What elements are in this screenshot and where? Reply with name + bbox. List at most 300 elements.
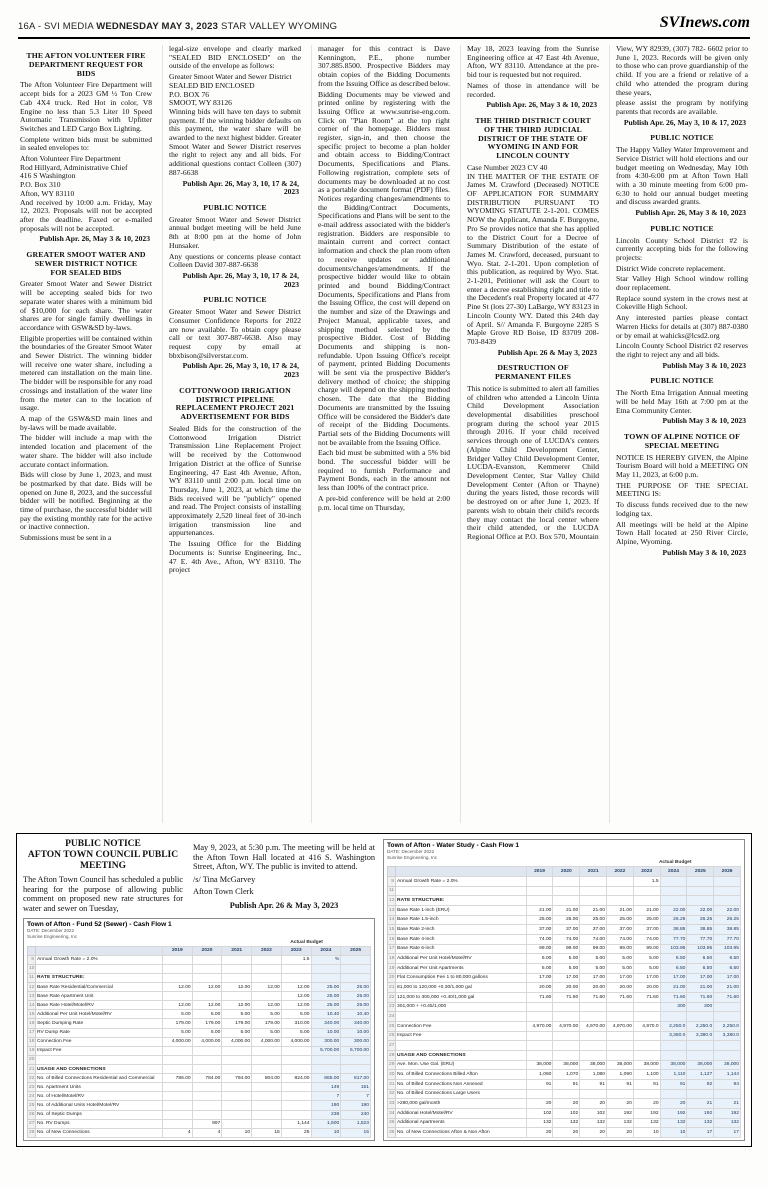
notice-text: Winning bids will have ten days to submit payment. If the winning bidder defaults on this payment, the water share will be awarded to the next highest bidder. Greater Smoot Water and Sewer District reserves the right to reject any and all bids. For additional questions contact Colleen (307) 887-6638 bbox=[169, 106, 301, 177]
sheet-value-cell: 192 bbox=[660, 1108, 687, 1118]
sheet-value-cell: 132 bbox=[660, 1118, 687, 1128]
sheet-row-label bbox=[36, 964, 163, 973]
sheet-value-cell: 5.00 bbox=[252, 1010, 282, 1019]
sheet-value-cell bbox=[192, 1092, 222, 1101]
sheet-value-cell bbox=[222, 1055, 252, 1064]
sheet-value-cell: 12.00 bbox=[222, 1001, 252, 1010]
sheet-value-cell: 25.00 bbox=[311, 992, 341, 1001]
sheet-row-number: 22 bbox=[388, 992, 396, 1002]
notice-text: Lincoln County School District #2 is currently accepting bids for the following projects: bbox=[616, 235, 748, 262]
notice-text: Afton Volunteer Fire Department bbox=[20, 154, 121, 164]
sheet-value-cell bbox=[714, 876, 741, 886]
sheet-year-header: 2024 bbox=[311, 946, 341, 955]
sheet-value-cell: 12.00 bbox=[281, 1001, 311, 1010]
sheet-value-cell: 7 bbox=[311, 1092, 341, 1101]
sheet-year-header: 2022 bbox=[252, 946, 282, 955]
sheet-value-cell: 103.95 bbox=[660, 944, 687, 954]
sheet-year-header: 2023 bbox=[633, 867, 660, 877]
notice-title: PUBLIC NOTICE bbox=[650, 376, 714, 386]
sheet-value-cell bbox=[192, 973, 222, 982]
sheet-year-header: 2019 bbox=[162, 946, 192, 955]
sheet-value-cell: 38,000 bbox=[607, 1060, 634, 1070]
sheet-value-cell: 340.00 bbox=[311, 1019, 341, 1028]
notice-title: PUBLIC NOTICE bbox=[203, 295, 267, 305]
sheet-value-cell: 94 bbox=[714, 1079, 741, 1089]
notice-title: PUBLIC NOTICE bbox=[650, 223, 714, 233]
notice-title: DESTRUCTION OF PERMANENT FILES bbox=[494, 363, 572, 382]
sheet-row-number: 24 bbox=[388, 1012, 396, 1022]
news-column bbox=[311, 45, 452, 823]
sheet-row-label: Impact Fee bbox=[36, 1046, 163, 1055]
publish-line: Publish Apr. 26, May 3, 10 & 17, 2023 bbox=[623, 117, 746, 127]
sheet-value-cell: 74.00 bbox=[607, 934, 634, 944]
sheet-year-header: 2020 bbox=[192, 946, 222, 955]
sheet-value-cell: 300.00 bbox=[341, 1037, 371, 1046]
sheet-row-number: 29 bbox=[388, 1060, 396, 1070]
publish-line: Publish May 3 & 10, 2023 bbox=[662, 416, 746, 426]
notice-text: Lincoln County School District #2 reserves the right to reject any and all bids. bbox=[616, 341, 748, 359]
sheet-value-cell: 132 bbox=[580, 1118, 607, 1128]
notice-text: Rod Hillyard, Administrative Chief bbox=[20, 162, 128, 172]
sheet-value-cell bbox=[222, 1092, 252, 1101]
notice-text: SMOOT, WY 83126 bbox=[169, 98, 232, 108]
notice-text: P.O. Box 310 bbox=[20, 180, 61, 190]
sheet-value-cell: 179.00 bbox=[222, 1019, 252, 1028]
sheet-value-cell: 74.00 bbox=[526, 934, 553, 944]
notice-text: A pre-bid conference will be held at 2:00 p.m. local time on Thursday, bbox=[318, 493, 450, 512]
sheet-value-cell bbox=[162, 1083, 192, 1092]
sheet-actual-label: Actual Budget bbox=[290, 939, 323, 945]
sheet-row-label bbox=[396, 1012, 527, 1022]
sheet-value-cell: 12.00 bbox=[162, 1001, 192, 1010]
sheet-value-cell bbox=[281, 973, 311, 982]
sheet-row-label: Additional Hotel/Motel/RV bbox=[396, 1108, 527, 1118]
sheet-value-cell: 20 bbox=[607, 1128, 634, 1138]
sheet-value-cell: 26.25 bbox=[660, 915, 687, 925]
sheet-value-cell bbox=[252, 955, 282, 964]
sheet-value-cell: 38,000 bbox=[633, 1060, 660, 1070]
sheet-value-cell: 1,070 bbox=[553, 1070, 580, 1080]
sheet-value-cell: 6.50 bbox=[660, 963, 687, 973]
notice-paragraph: The Afton Town Council has scheduled a public hearing for the purpose of allowing public comment on proposed new rate structures for water and sewer on Tuesday, bbox=[23, 875, 183, 913]
sheet-row-number: 21 bbox=[28, 1064, 36, 1073]
sheet-value-cell: 91 bbox=[633, 1079, 660, 1089]
sheet-year-header: 2021 bbox=[222, 946, 252, 955]
notice-block bbox=[616, 225, 748, 371]
sheet-value-cell: 12.00 bbox=[222, 983, 252, 992]
notice-text: A map of the GSW&SD main lines and by-laws will be made available. bbox=[20, 413, 152, 432]
sheet-row-label: No. of Hotel/Motel/RV bbox=[36, 1092, 163, 1101]
notice-text: IN THE MATTER OF THE ESTATE OF James M. Crawford (Deceased) NOTICE OF APPLICATION FOR SUMMARY DISTRIBUTION PURSUANT TO WYOMING STATUTE 2-1-201. COMES NOW the Applicant, Amanda F. Burgoyne, Pro Se provides notice that she has applied to the District Court for a Decree of Summary Distribution of the estate of James M. Crawford, deceased, pursuant to Wyo. Stat. 2-1-201. Upon completion of this publication, as required by Wyo. Stat. 2-1-201, Petitioner will ask the Court to enter a decree establishing right and title to the Decedent's real Property located at 477 Pine St (lots 27-30) LaBarge, WY 83123 in Lincoln County WY. Dated this 24th day of April. S// Amanda F. Burgoyne 2285 S Maple Grove RD Boise, ID 83709 208-703-8439 bbox=[467, 171, 599, 346]
sheet-value-cell: 20 bbox=[553, 1128, 580, 1138]
sheet-value-cell bbox=[252, 1046, 282, 1055]
sheet-value-cell: 1,500 bbox=[311, 1119, 341, 1128]
sheet-value-cell: 10.40 bbox=[311, 1010, 341, 1019]
sheet-row-label: Base Rate Apartment Unit bbox=[36, 992, 163, 1001]
sheet-value-cell bbox=[192, 1110, 222, 1119]
notice-text: Bidding Documents may be viewed and printed online by registering with the Issuing Office at www.sunrise-eng.com. Click on "Plan Room" at the top right corner of the homepage. Bidders must register, sign-in, and then choose the specific project to become a plan holder and obtain access to Bidding/Contract Documents, Specifications and Plans. Following registration, complete sets of documents may be downloaded at no cost as a portable document format (PDF) files. Notices regarding changes/amendments to the Bidding/Contract Documents, Specifications and Plans will be sent to the e-mail address associated with the bidder's registration. Bidders are responsible to maintain current and correct contact information and check the plan room often to receive updates or additional documents/changes/amendments. If the prospective bidder would like to obtain printed and bound Bidding/Contract Documents, Specifications and Plans from the Issuing Office, the cost will depend on the number and size of the Drawings and Project Manual, applicable taxes, and shipping method selected by the prospective Bidder. Cost of Bidding Documents and shipping is non-refundable. Upon Issuing Office's receipt of payment, printed Bidding Documents will be sent via the prospective Bidder's delivery method of choice; the shipping charge will depend on the shipping method chosen. The date that the Bidding Documents are transmitted by the Issuing Office will be considered the Bidder's date of receipt of the Bidding Documents. Partial sets of the Bidding Documents will not be available from the Issuing Office. bbox=[318, 89, 450, 447]
sheet-value-cell bbox=[633, 1002, 660, 1012]
sheet-value-cell: 38.85 bbox=[660, 925, 687, 935]
sheet-year-header: 2023 bbox=[281, 946, 311, 955]
sheet-value-cell: 192 bbox=[687, 1108, 714, 1118]
sheet-row-label: RATE STRUCTURE: bbox=[396, 896, 527, 906]
sheet-row-number: 13 bbox=[388, 905, 396, 915]
sheet-value-cell: 10 bbox=[311, 1128, 341, 1137]
sheet-value-cell: 38,000 bbox=[553, 1060, 580, 1070]
sheet-value-cell: 99.00 bbox=[580, 944, 607, 954]
sheet-value-cell: 5,700.00 bbox=[341, 1046, 371, 1055]
sheet-value-cell: 4,000.00 bbox=[162, 1037, 192, 1046]
sheet-value-cell: 4 bbox=[162, 1128, 192, 1137]
sheet-date: DATE: December 2022 bbox=[27, 928, 75, 934]
sheet-value-cell bbox=[660, 886, 687, 896]
sheet-value-cell bbox=[192, 1083, 222, 1092]
sheet-value-cell: 192 bbox=[633, 1108, 660, 1118]
sheet-value-cell: 132 bbox=[553, 1118, 580, 1128]
masthead-location: STAR VALLEY WYOMING bbox=[220, 21, 338, 32]
sheet-value-cell bbox=[607, 1002, 634, 1012]
sheet-row-label: RV Dump Rate bbox=[36, 1028, 163, 1037]
sheet-row-number: 25 bbox=[388, 1021, 396, 1031]
masthead bbox=[0, 0, 768, 34]
sheet-value-cell: 20 bbox=[580, 1099, 607, 1109]
sheet-year-header: 2022 bbox=[607, 867, 634, 877]
sheet-row-number: 11 bbox=[388, 886, 396, 896]
sheet-value-cell bbox=[580, 1012, 607, 1022]
sheet-value-cell: 20.00 bbox=[633, 983, 660, 993]
sheet-value-cell: 5.00 bbox=[526, 954, 553, 964]
notice-text: All meetings will be held at the Alpine Town Hall located at 250 River Circle, Alpine, Wyoming. bbox=[616, 519, 748, 546]
news-columns bbox=[18, 45, 750, 823]
sheet-value-cell: % bbox=[311, 955, 341, 964]
sheet-row-number: 31 bbox=[388, 1079, 396, 1089]
sheet-value-cell bbox=[252, 1083, 282, 1092]
sheet-value-cell bbox=[687, 1089, 714, 1099]
sheet-value-cell bbox=[192, 1101, 222, 1110]
sheet-value-cell bbox=[633, 1012, 660, 1022]
sheet-year-header: 2024 bbox=[660, 867, 687, 877]
sheet-value-cell: 22.00 bbox=[660, 905, 687, 915]
sheet-value-cell bbox=[252, 1119, 282, 1128]
sheet-value-cell bbox=[222, 1101, 252, 1110]
sheet-value-cell bbox=[192, 992, 222, 1001]
sheet-value-cell: 20.00 bbox=[526, 983, 553, 993]
notice-signature: /s/ Tina McGarvey bbox=[193, 874, 256, 884]
sheet-value-cell bbox=[633, 896, 660, 906]
sheet-row-label bbox=[396, 1041, 527, 1051]
notice-text: The Afton Volunteer Fire Department will accept bids for a 2023 GM ½ Ton Crew Cab 4X4 truck. Red Hot in color, V8 Engine no less than 5.3 Liter 10 Speed Automatic Transmission with Upfitter Switches and LED Cargo Box Lighting. bbox=[20, 80, 152, 133]
sheet-value-cell: 12.00 bbox=[162, 983, 192, 992]
sheet-value-cell: 21.00 bbox=[660, 983, 687, 993]
sheet-value-cell: 20 bbox=[633, 1099, 660, 1109]
sheet-value-cell: 804.00 bbox=[252, 1074, 282, 1083]
sheet-row-label: Connection Fee bbox=[36, 1037, 163, 1046]
sheet-row-label: 121,000 to 300,000 +0.40/1,000 gal bbox=[396, 992, 527, 1002]
sheet-row-number: 9 bbox=[388, 876, 396, 886]
sheet-value-cell: 5.00 bbox=[553, 954, 580, 964]
sheet-row-number: 28 bbox=[28, 1128, 36, 1137]
sheet-year-header: 2020 bbox=[553, 867, 580, 877]
bottom-notice-box bbox=[16, 833, 752, 1147]
sheet-value-cell: 91 bbox=[553, 1079, 580, 1089]
sheet-value-cell: 17.00 bbox=[526, 973, 553, 983]
sheet-row-label: No. of Billed Connections Billed Afton bbox=[396, 1070, 527, 1080]
sheet-row-label: Annual Growth Rate = 2.0% bbox=[396, 876, 527, 886]
notice-title: PUBLIC NOTICE bbox=[650, 133, 714, 143]
news-column bbox=[18, 45, 154, 823]
sheet-value-cell: 71.60 bbox=[633, 992, 660, 1002]
sheet-value-cell: 3,380.0 bbox=[687, 1031, 714, 1041]
notice-block bbox=[467, 45, 599, 110]
sheet-value-cell: 4,000.00 bbox=[192, 1037, 222, 1046]
sheet-value-cell: 2,250.0 bbox=[714, 1021, 741, 1031]
notice-text: P.O. BOX 76 bbox=[169, 89, 210, 99]
notice-block bbox=[467, 364, 599, 541]
sheet-value-cell bbox=[252, 973, 282, 982]
sheet-value-cell bbox=[607, 896, 634, 906]
sheet-value-cell bbox=[633, 1041, 660, 1051]
sheet-value-cell: 179.00 bbox=[162, 1019, 192, 1028]
sheet-value-cell: 1,144 bbox=[281, 1119, 311, 1128]
sheet-row-label: USAGE AND CONNECTIONS bbox=[396, 1050, 527, 1060]
sheet-value-cell: 26.25 bbox=[714, 915, 741, 925]
sheet-value-cell: 102 bbox=[580, 1108, 607, 1118]
notice-title: COTTONWOOD IRRIGATION DISTRICT PIPELINE REPLACEMENT PROJECT 2021 ADVERTISEMENT FOR BIDS bbox=[175, 385, 295, 422]
sheet-value-cell: 37.00 bbox=[580, 925, 607, 935]
sheet-value-cell: 26.25 bbox=[687, 915, 714, 925]
sheet-value-cell bbox=[553, 1089, 580, 1099]
sheet-value-cell: 25.00 bbox=[607, 915, 634, 925]
publish-line: Publish Apr. 26, May 3 & 10, 2023 bbox=[486, 100, 597, 110]
sheet-value-cell bbox=[526, 896, 553, 906]
sheet-value-cell: 77.70 bbox=[660, 934, 687, 944]
sheet-value-cell: 10 bbox=[633, 1128, 660, 1138]
notice-text: THE PURPOSE OF THE SPECIAL MEETING IS: bbox=[616, 480, 748, 499]
sheet-value-cell: 37.00 bbox=[553, 925, 580, 935]
sheet-value-cell bbox=[553, 1002, 580, 1012]
sheet-row-number: 25 bbox=[28, 1101, 36, 1110]
sheet-value-cell: 92 bbox=[687, 1079, 714, 1089]
afton-council-notice bbox=[23, 839, 375, 913]
sheet-value-cell: 5.00 bbox=[580, 954, 607, 964]
sheet-value-cell: 77.70 bbox=[687, 934, 714, 944]
sheet-value-cell: 38,000 bbox=[714, 1060, 741, 1070]
publish-line: Publish May 3 & 10, 2023 bbox=[662, 360, 746, 370]
sheet-value-cell: 4,970.00 bbox=[607, 1021, 634, 1031]
sheet-value-cell: 5.00 bbox=[252, 1028, 282, 1037]
publish-line: Publish Apr. 26, May 3, 10, 17 & 24, 2023 bbox=[182, 270, 299, 289]
notice-block bbox=[169, 387, 301, 575]
sheet-value-cell: 300.00 bbox=[311, 1037, 341, 1046]
sheet-value-cell: 15 bbox=[341, 1128, 371, 1137]
sheet-row-number: 20 bbox=[28, 1055, 36, 1064]
sheet-corner bbox=[396, 867, 527, 877]
sheet-value-cell: 865.00 bbox=[311, 1074, 341, 1083]
sheet-value-cell: 20 bbox=[580, 1128, 607, 1138]
sheet-row-number: 14 bbox=[28, 1001, 36, 1010]
sheet-value-cell bbox=[222, 992, 252, 1001]
sheet-row-label: RATE STRUCTURE: bbox=[36, 973, 163, 982]
notice-text: Names of those in attendance will be recorded. bbox=[467, 80, 599, 99]
sheet-value-cell: 71.60 bbox=[660, 992, 687, 1002]
sheet-value-cell bbox=[252, 964, 282, 973]
sheet-value-cell: 103.95 bbox=[687, 944, 714, 954]
sheet-value-cell bbox=[526, 886, 553, 896]
sheet-value-cell bbox=[580, 1031, 607, 1041]
sheet-value-cell bbox=[526, 1031, 553, 1041]
sheet-value-cell: 5.00 bbox=[192, 1028, 222, 1037]
sheet-value-cell bbox=[311, 1055, 341, 1064]
sheet-row-number: 23 bbox=[28, 1083, 36, 1092]
sewer-sheet bbox=[23, 918, 375, 1141]
sheet-row-number: 18 bbox=[388, 954, 396, 964]
sheet-value-cell bbox=[192, 955, 222, 964]
sheet-value-cell bbox=[633, 1050, 660, 1060]
sheet-value-cell bbox=[687, 876, 714, 886]
sheet-value-cell bbox=[580, 876, 607, 886]
notice-text: SEALED BID ENCLOSED bbox=[169, 80, 255, 90]
sheet-row-label: >280,000 gal/month bbox=[396, 1099, 527, 1109]
notice-title: PUBLIC NOTICE bbox=[203, 202, 267, 212]
sheet-value-cell: 12.00 bbox=[281, 983, 311, 992]
sheet-value-cell bbox=[553, 1031, 580, 1041]
sheet-value-cell: 71.60 bbox=[714, 992, 741, 1002]
news-column bbox=[609, 45, 750, 823]
sheet-value-cell bbox=[222, 1046, 252, 1055]
sheet-value-cell bbox=[607, 1050, 634, 1060]
notice-text: The Issuing Office for the Bidding Documents is: Sunrise Engineering, Inc., 47 E. 4th Ave., Afton, WY 83110. The project bbox=[169, 539, 301, 575]
sheet-value-cell: 2,250.0 bbox=[687, 1021, 714, 1031]
sheet-value-cell: 132 bbox=[633, 1118, 660, 1128]
sheet-value-cell: 10 bbox=[660, 1128, 687, 1138]
sheet-value-cell: 17.00 bbox=[607, 973, 634, 983]
sheet-value-cell: 22.00 bbox=[714, 905, 741, 915]
sheet-value-cell: 10 bbox=[222, 1128, 252, 1137]
sheet-row-number: 19 bbox=[388, 963, 396, 973]
sheet-row-label: Base Rate 2-inch bbox=[396, 925, 527, 935]
sheet-value-cell bbox=[281, 1110, 311, 1119]
sheet-value-cell: 6.50 bbox=[687, 954, 714, 964]
sheet-value-cell: 21 bbox=[714, 1099, 741, 1109]
sheet-value-cell bbox=[633, 886, 660, 896]
sheet-row-number: 26 bbox=[388, 1031, 396, 1041]
sheet-value-cell bbox=[607, 1012, 634, 1022]
sheet-value-cell: 10.40 bbox=[341, 1010, 371, 1019]
sheet-value-cell bbox=[341, 1064, 371, 1073]
sheet-value-cell: 5.00 bbox=[526, 963, 553, 973]
notice-block bbox=[169, 204, 301, 289]
sheet-row-label: Additional Per Unit Hotel/Motel/RV bbox=[36, 1010, 163, 1019]
sheet-corner bbox=[388, 867, 396, 877]
sheet-value-cell: 179.00 bbox=[252, 1019, 282, 1028]
notice-block bbox=[169, 45, 301, 197]
sheet-value-cell: 190 bbox=[341, 1101, 371, 1110]
masthead-website: SVInews.com bbox=[659, 14, 750, 31]
sheet-row-number: 17 bbox=[388, 944, 396, 954]
sheet-value-cell: 25.00 bbox=[311, 983, 341, 992]
sheet-value-cell: 102 bbox=[526, 1108, 553, 1118]
sheet-value-cell bbox=[222, 1110, 252, 1119]
sheet-value-cell: 179.00 bbox=[192, 1019, 222, 1028]
sheet-row-number: 10 bbox=[28, 964, 36, 973]
sheet-value-cell bbox=[580, 1089, 607, 1099]
sheet-value-cell: 12.00 bbox=[252, 1001, 282, 1010]
sheet-value-cell: 20.00 bbox=[553, 983, 580, 993]
sheet-row-number: 9 bbox=[28, 955, 36, 964]
sheet-value-cell bbox=[553, 1050, 580, 1060]
sheet-value-cell: 37.00 bbox=[633, 925, 660, 935]
notice-text: Star Valley High School window rolling door replacement. bbox=[616, 274, 748, 293]
sheet-value-cell bbox=[714, 1002, 741, 1012]
sheet-value-cell: 17 bbox=[714, 1128, 741, 1138]
sheet-row-number: 12 bbox=[388, 896, 396, 906]
sheet-value-cell: 74.00 bbox=[633, 934, 660, 944]
notice-text: 416 S Washington bbox=[20, 171, 76, 181]
sheet-value-cell: 6.50 bbox=[714, 963, 741, 973]
sheet-value-cell: 71.60 bbox=[526, 992, 553, 1002]
sheet-value-cell: 5.00 bbox=[553, 963, 580, 973]
sheet-value-cell bbox=[192, 1064, 222, 1073]
sheet-row-label bbox=[396, 886, 527, 896]
sheet-value-cell bbox=[660, 1050, 687, 1060]
sheet-value-cell: 817.00 bbox=[341, 1074, 371, 1083]
sheet-value-cell: 1,090 bbox=[607, 1070, 634, 1080]
sheet-value-cell bbox=[714, 886, 741, 896]
sheet-value-cell: 4,970.0 bbox=[633, 1021, 660, 1031]
sheet-value-cell: 25.00 bbox=[580, 915, 607, 925]
water-sheet bbox=[383, 839, 745, 1141]
sheet-value-cell: 38,000 bbox=[526, 1060, 553, 1070]
sheet-value-cell bbox=[526, 1089, 553, 1099]
sheet-value-cell: 4,970.00 bbox=[526, 1021, 553, 1031]
sheet-row-label: Base Rate 1.5-inch bbox=[396, 915, 527, 925]
sheet-value-cell bbox=[252, 1092, 282, 1101]
sheet-value-cell: 17.00 bbox=[714, 973, 741, 983]
publish-line: Publish May 3 & 10, 2023 bbox=[662, 547, 746, 557]
sheet-row-label: Base Rate Hotel/Motel/RV bbox=[36, 1001, 163, 1010]
sheet-row-label: Base Rate 4-inch bbox=[396, 934, 527, 944]
notice-text: This notice is submitted to alert all families of children who attended a Lincoln Uinta Child Development Association developmental disabilities preschool program during the school year 2015 through 2016. If your child received services through one of LUCDA's centers (Alpine Child Development Center, Bridger Valley Child Development Center, LUCDA-Evanston, Kemmerer Child Development Center, Star Valley Child Development Center (Afton or Thayne) during the years listed, those records will be destroyed on or after June 1, 2023. If parents wish to obtain their child's records they may contact the local center where their child attended, or the LUCDA Regional Office at P.O. Box 570, Mountain bbox=[467, 383, 599, 541]
sheet-value-cell: 103.95 bbox=[714, 944, 741, 954]
notice-text: Greater Smoot Water and Sewer District annual budget meeting will be held June 8th at 8:00 pm at the home of John Hunsaker. bbox=[169, 214, 301, 250]
sheet-value-cell bbox=[281, 1046, 311, 1055]
sheet-value-cell: 71.60 bbox=[687, 992, 714, 1002]
sheet-row-number: 11 bbox=[28, 973, 36, 982]
sheet-value-cell: 132 bbox=[714, 1118, 741, 1128]
sheet-year-header: 2021 bbox=[580, 867, 607, 877]
sheet-value-cell: 25.00 bbox=[553, 915, 580, 925]
water-cashflow-table bbox=[387, 866, 741, 1138]
news-column bbox=[162, 45, 303, 823]
sheet-row-number: 14 bbox=[388, 915, 396, 925]
sheet-value-cell bbox=[687, 1041, 714, 1051]
sheet-value-cell: 6.50 bbox=[687, 963, 714, 973]
sheet-value-cell bbox=[281, 1083, 311, 1092]
sheet-value-cell: 10.00 bbox=[341, 1028, 371, 1037]
sheet-year-header: 2019 bbox=[526, 867, 553, 877]
sheet-value-cell: 1.5 bbox=[633, 876, 660, 886]
sheet-row-label: Flat Consumption Fee 1 to 80,000 gallons bbox=[396, 973, 527, 983]
sheet-row-label: Additional Apartments bbox=[396, 1118, 527, 1128]
sheet-value-cell bbox=[222, 1083, 252, 1092]
sheet-value-cell bbox=[660, 876, 687, 886]
notice-text: Complete written bids must be submitted in sealed envelopes to: bbox=[20, 134, 152, 153]
sheet-row-label: Base Rate 1-inch (ERU) bbox=[396, 905, 527, 915]
sheet-row-label: Additional Per Unit Hotel/Motel/RV bbox=[396, 954, 527, 964]
sheet-value-cell bbox=[281, 1092, 311, 1101]
sheet-value-cell bbox=[162, 1092, 192, 1101]
